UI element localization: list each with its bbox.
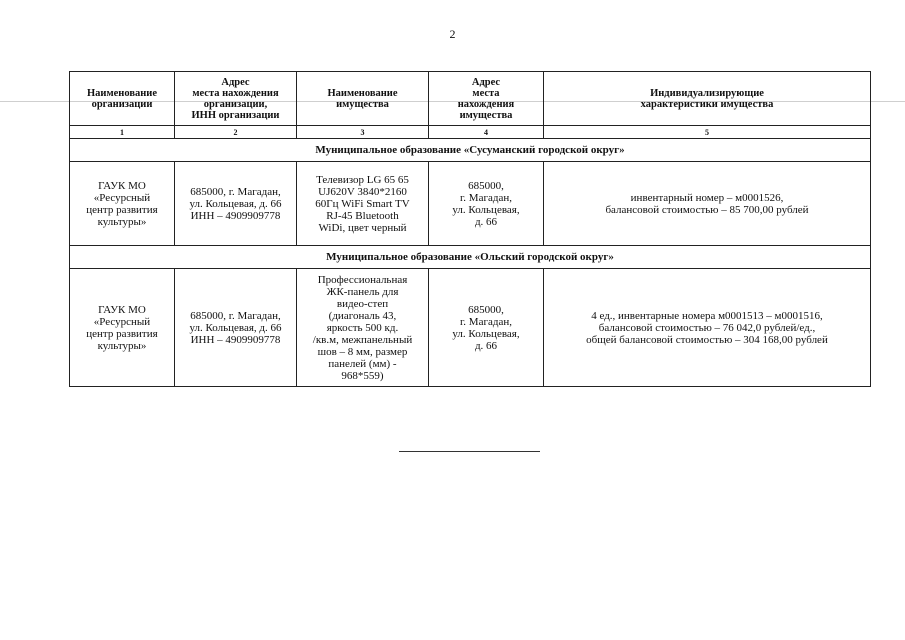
header-organization-name: Наименование организации [70, 72, 175, 126]
column-number: 5 [544, 126, 871, 139]
column-number-row [70, 126, 871, 139]
section-title-row [70, 246, 871, 269]
property-characteristics-cell: инвентарный номер – м0001526, балансовой стоимостью – 85 700,00 рублей [544, 162, 871, 246]
section-title: Муниципальное образование «Ольский городской округ» [70, 246, 871, 269]
organization-name-cell: ГАУК МО «Ресурсный центр развития культуры» [70, 269, 175, 387]
organization-name-cell: ГАУК МО «Ресурсный центр развития культуры» [70, 162, 175, 246]
page-number: 2 [449, 27, 456, 41]
property-name-cell: Телевизор LG 65 65 UJ620V 3840*2160 60Гц WiFi Smart TV RJ-45 Bluetooth WiDi, цвет черный [297, 162, 429, 246]
column-number: 3 [297, 126, 429, 139]
organization-address-cell: 685000, г. Магадан, ул. Кольцевая, д. 66 ИНН – 4909909778 [175, 269, 297, 387]
table-row [70, 162, 871, 246]
section-title: Муниципальное образование «Сусуманский городской округ» [70, 139, 871, 162]
property-address-cell: 685000, г. Магадан, ул. Кольцевая, д. 66 [429, 162, 544, 246]
footer-divider [399, 451, 540, 452]
header-property-characteristics: Индивидуализирующие характеристики имущества [544, 72, 871, 126]
property-name-cell: Профессиональная ЖК-панель для видео-степ (диагональ 43, яркость 500 кд. /кв.м, межпанельный шов – 8 мм, размер панелей (мм) - 968*559) [297, 269, 429, 387]
table-row [70, 269, 871, 387]
organization-address-cell: 685000, г. Магадан, ул. Кольцевая, д. 66 ИНН – 4909909778 [175, 162, 297, 246]
header-property-name: Наименование имущества [297, 72, 429, 126]
property-table [69, 71, 871, 387]
header-row [70, 72, 871, 126]
section-title-row [70, 139, 871, 162]
column-number: 2 [175, 126, 297, 139]
property-characteristics-cell: 4 ед., инвентарные номера м0001513 – м0001516, балансовой стоимостью – 76 042,0 рублей/ед., общей балансовой стоимостью – 304 168,00 рублей [544, 269, 871, 387]
header-organization-address: Адрес места нахождения организации, ИНН организации [175, 72, 297, 126]
header-property-address: Адрес места нахождения имущества [429, 72, 544, 126]
column-number: 1 [70, 126, 175, 139]
column-number: 4 [429, 126, 544, 139]
property-address-cell: 685000, г. Магадан, ул. Кольцевая, д. 66 [429, 269, 544, 387]
